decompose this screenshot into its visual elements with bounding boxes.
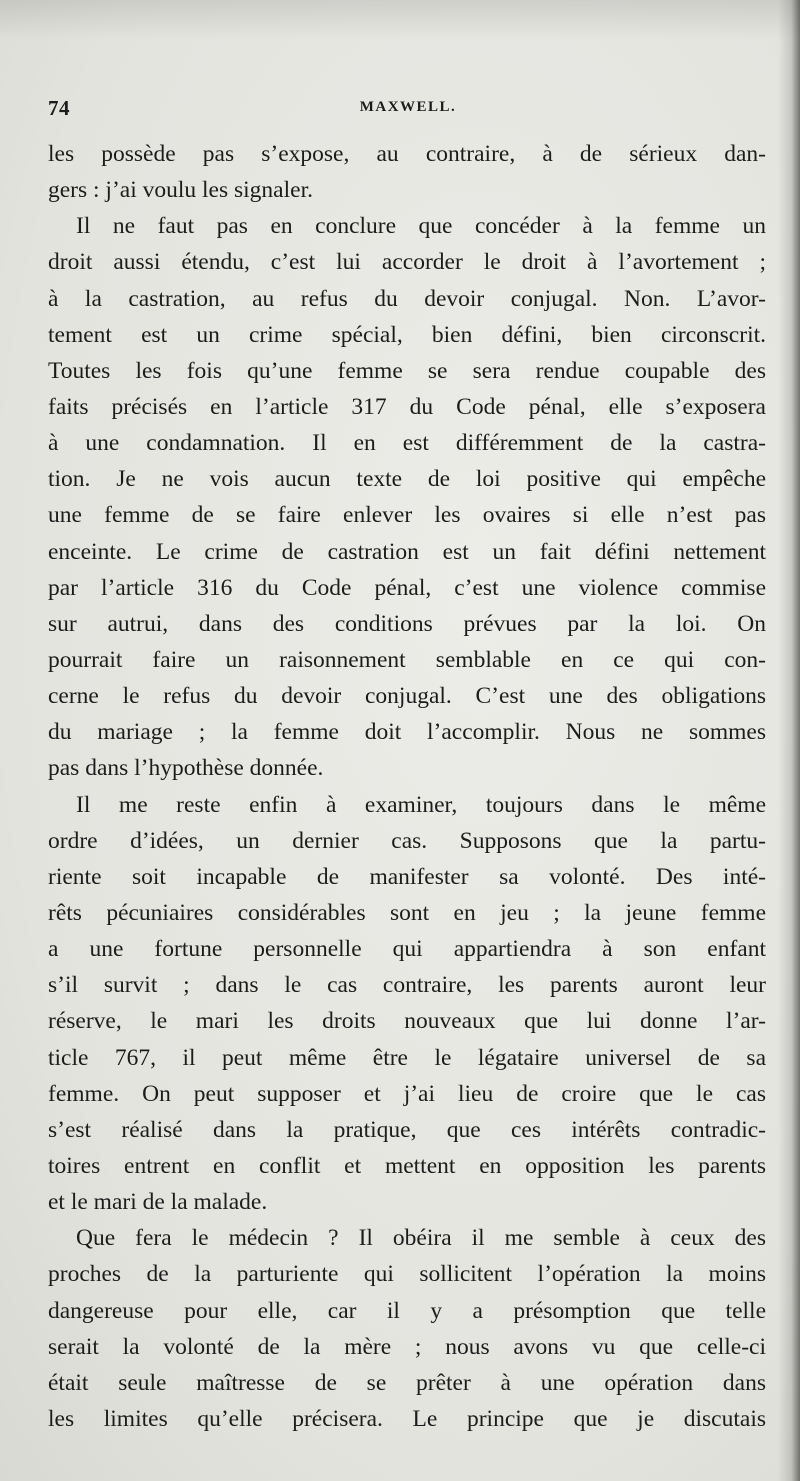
text-line: tion. Je ne vois aucun texte de loi positive qui empêche <box>48 466 766 493</box>
page-gutter-shadow <box>778 0 800 1481</box>
text-line: a une fortune personnelle qui appartiendra à son enfant <box>48 936 766 963</box>
text-line: faits précisés en l’article 317 du Code pénal, elle s’exposera <box>48 393 766 420</box>
text-line: à la castration, au refus du devoir conjugal. Non. L’avor- <box>48 285 766 312</box>
text-line: et le mari de la malade. <box>48 1189 268 1216</box>
body-text <box>48 136 766 1437</box>
text-line: femme. On peut supposer et j’ai lieu de croire que le cas <box>48 1080 766 1107</box>
text-line: était seule maîtresse de se prêter à une opération dans <box>48 1369 766 1396</box>
text-line: les limites qu’elle précisera. Le principe que je discutais <box>48 1405 766 1432</box>
text-line: gers : j’ai voulu les signaler. <box>48 177 313 204</box>
page-number: 74 <box>48 96 70 120</box>
text-line: pas dans l’hypothèse donnée. <box>48 755 324 782</box>
text-line: Il ne faut pas en conclure que concéder à la femme un <box>76 213 766 240</box>
text-line: s’il survit ; dans le cas contraire, les parents auront leur <box>48 972 766 999</box>
text-line: les possède pas s’expose, au contraire, à de sérieux dan- <box>48 141 766 167</box>
text-line: rêts pécuniaires considérables sont en jeu ; la jeune femme <box>48 899 766 926</box>
text-line: du mariage ; la femme doit l’accomplir. Nous ne sommes <box>48 719 766 746</box>
text-line: pourrait faire un raisonnement semblable en ce qui con- <box>48 646 766 673</box>
text-line: s’est réalisé dans la pratique, que ces intérêts contradic- <box>48 1116 766 1143</box>
text-line: ordre d’idées, un dernier cas. Supposons que la partu- <box>48 827 766 854</box>
text-line: enceinte. Le crime de castration est un fait défini nettement <box>48 538 766 565</box>
text-line: réserve, le mari les droits nouveaux que lui donne l’ar- <box>48 1008 766 1035</box>
text-line: proches de la parturiente qui sollicitent l’opération la moins <box>48 1261 766 1288</box>
running-head <box>48 96 768 126</box>
text-line: serait la volonté de la mère ; nous avons vu que celle-ci <box>48 1333 766 1360</box>
text-line: par l’article 316 du Code pénal, c’est une violence commise <box>48 574 766 601</box>
text-line: tement est un crime spécial, bien défini, bien circonscrit. <box>48 321 766 348</box>
text-line: ticle 767, il peut même être le légataire universel de sa <box>48 1044 766 1071</box>
text-line: une femme de se faire enlever les ovaires si elle n’est pas <box>48 502 766 529</box>
text-line: toires entrent en conflit et mettent en opposition les parents <box>48 1152 766 1179</box>
text-line: Que fera le médecin ? Il obéira il me semble à ceux des <box>76 1225 766 1252</box>
text-line: sur autrui, dans des conditions prévues par la loi. On <box>48 610 766 637</box>
text-line: droit aussi étendu, c’est lui accorder le droit à l’avortement ; <box>48 249 766 276</box>
text-line: dangereuse pour elle, car il y a présomption que telle <box>48 1297 766 1324</box>
text-line: à une condamnation. Il en est différemment de la castra- <box>48 430 766 457</box>
running-title: MAXWELL. <box>359 99 457 115</box>
text-line: Toutes les fois qu’une femme se sera rendue coupable des <box>48 357 766 384</box>
text-line: riente soit incapable de manifester sa volonté. Des inté- <box>48 863 766 890</box>
text-line: Il me reste enfin à examiner, toujours dans le même <box>76 791 766 818</box>
page-top-shadow <box>0 0 800 40</box>
text-line: cerne le refus du devoir conjugal. C’est une des obligations <box>48 683 766 710</box>
